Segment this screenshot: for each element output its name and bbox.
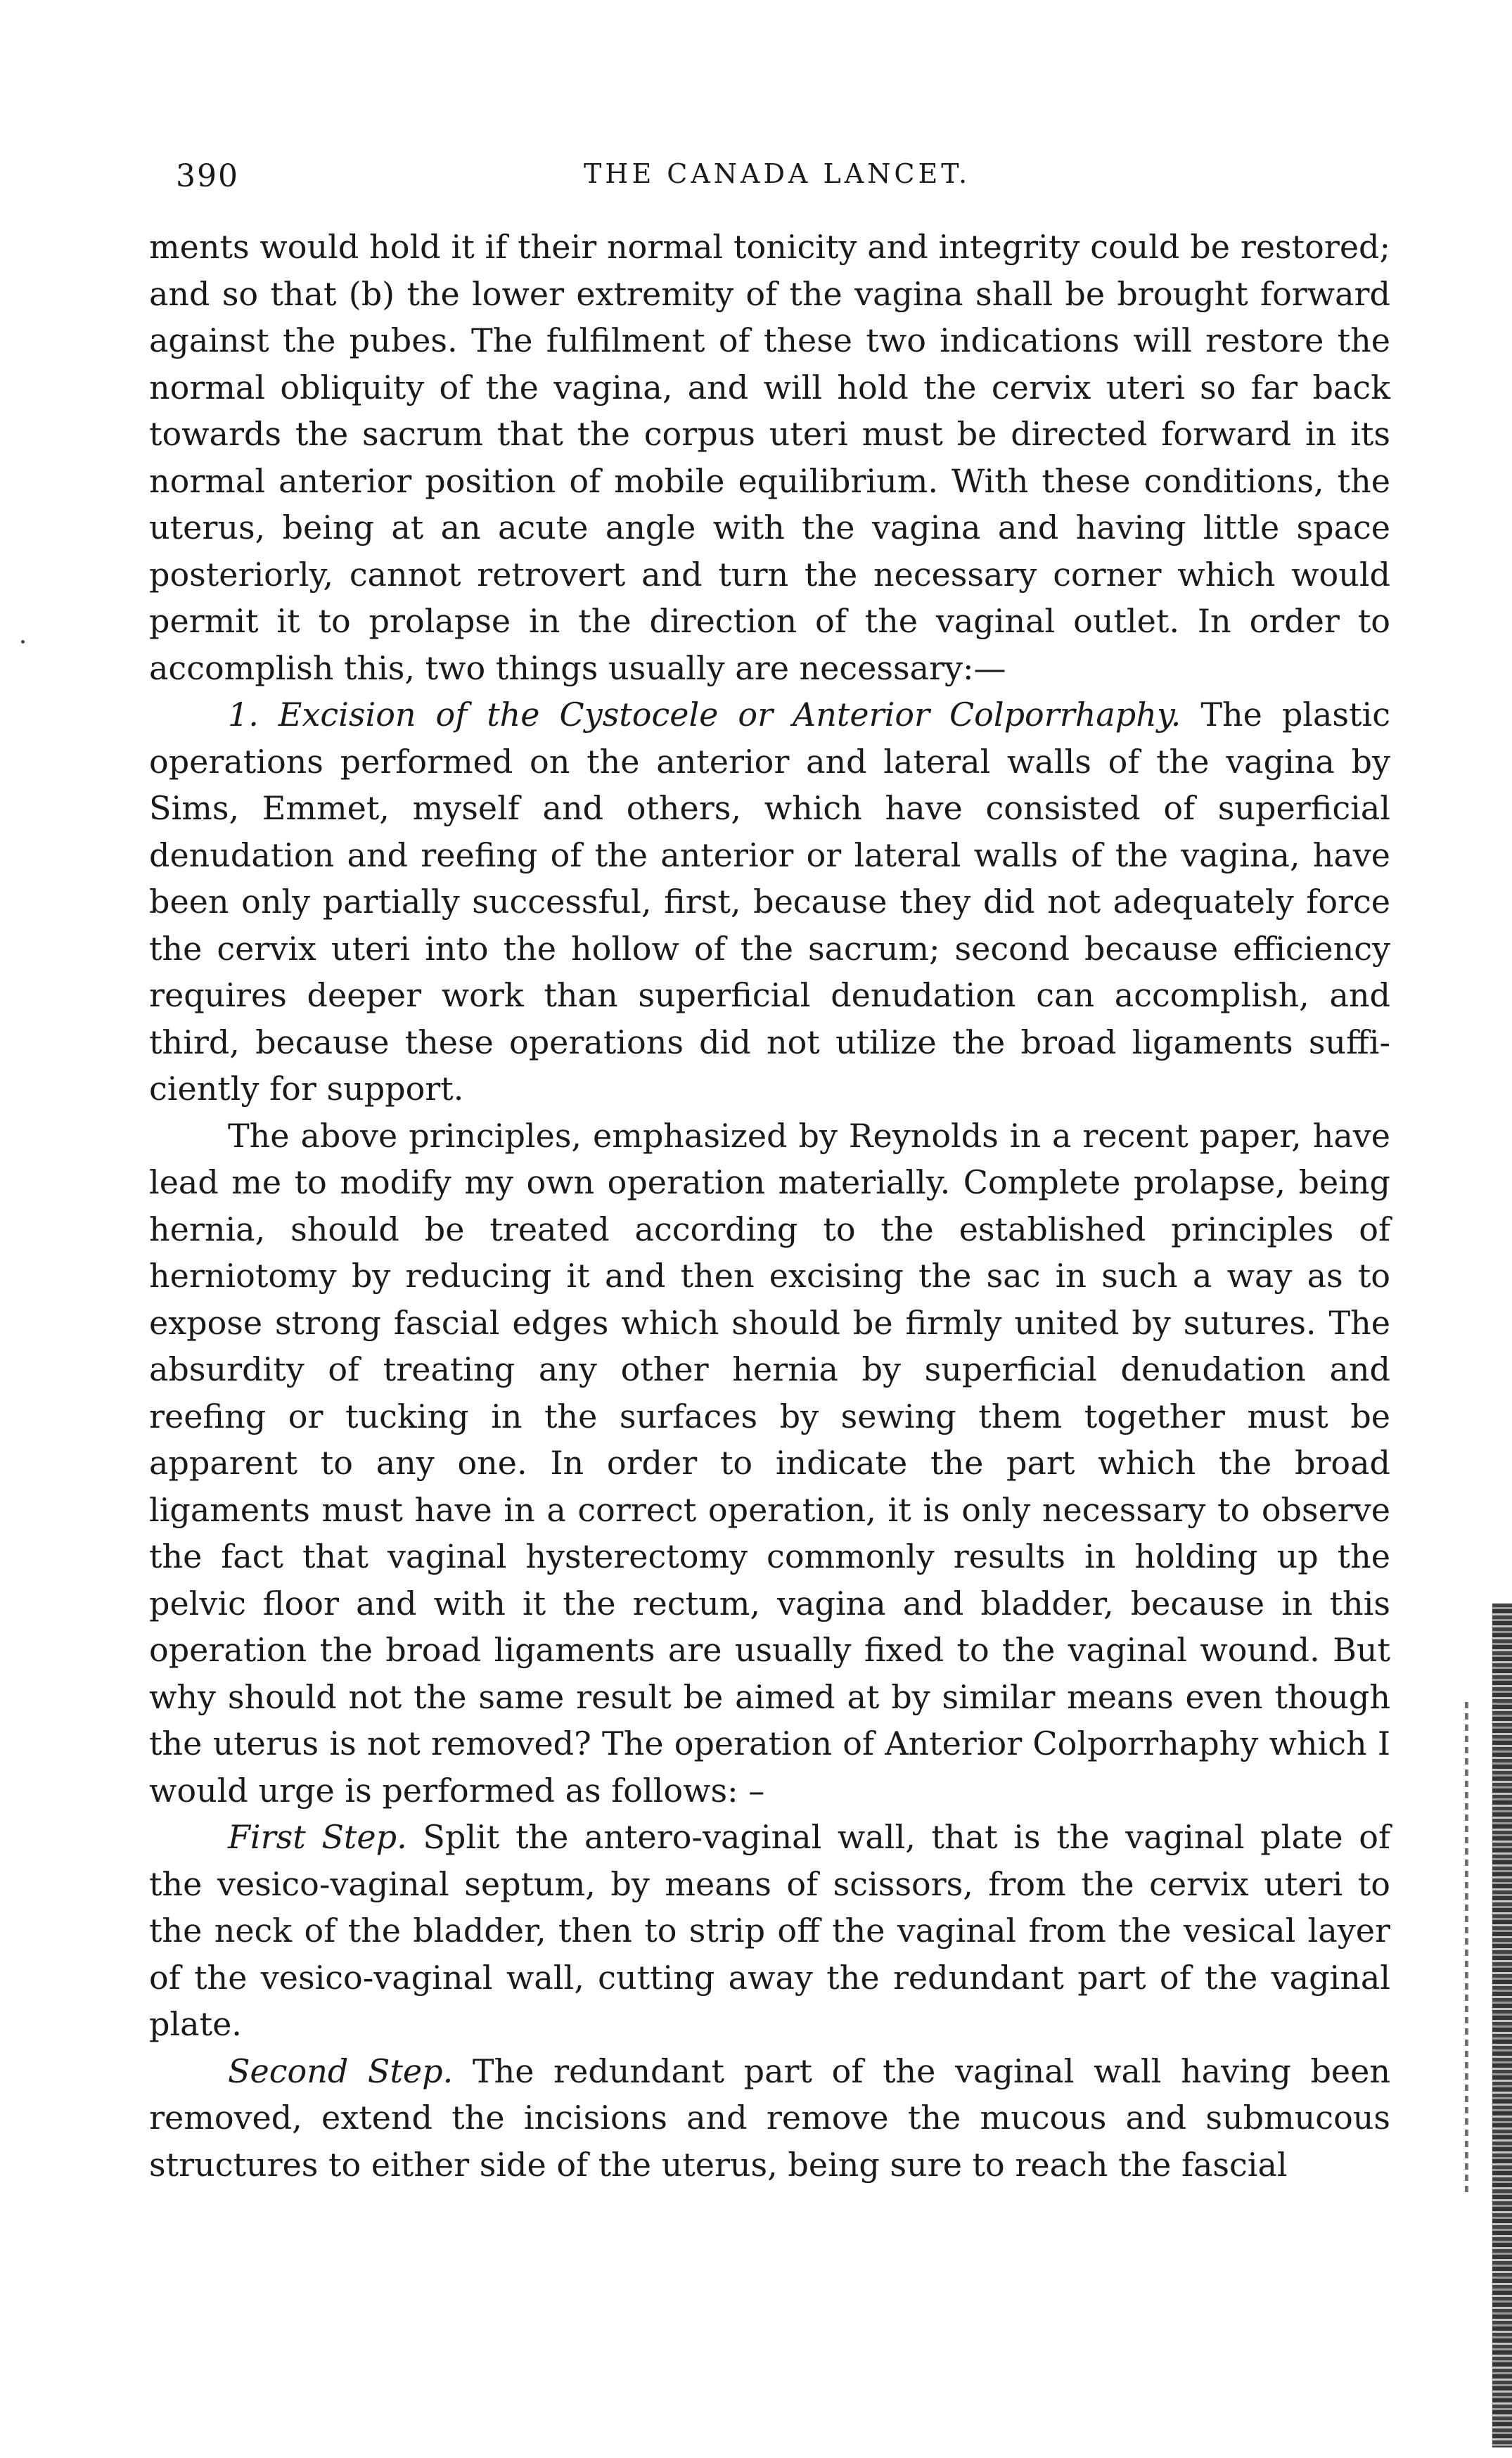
paragraph-text: Split the antero-vaginal wall, that is the vaginal plate of the vesico-vaginal septum, by means of scissors, from the cervix uteri to the neck of the bladder, then to strip off the vaginal from the vesical layer of the vesico-vaginal wall, cutting away the redundant part of the vaginal plate. <box>149 1818 1391 2043</box>
paragraph-principles <box>149 1113 1390 1814</box>
step-heading: Second Step. <box>228 2051 454 2090</box>
paragraph-text: ments would hold it if their normal tonicity and integrity could be restored; and so that (b) the lower extremity of the vagina shall be brought forward against the pubes. The fulfilment of these two indications will restore the normal obliquity of the vagina, and will hold the cervix uteri so far back towards the sacrum that the corpus uteri must be directed forward in its normal anterior position of mobile equilibrium. With these conditions, the uterus, being at an acute angle with the vagina and having little space posteriorly, cannot retrovert and turn the necessary corner which would permit it to prolapse in the direction of the vaginal outlet. In order to accomplish this, two things usually are necessary:— <box>149 228 1390 687</box>
page-number: 390 <box>176 158 239 194</box>
paragraph-continuation <box>149 224 1390 691</box>
scan-artifact-edge-thin <box>1465 1702 1468 2194</box>
paragraph-text: The redundant part of the vaginal wall having been removed, extend the incisions and remove the mucous and submucous structures to either side of the uterus, being sure to reach the fascial <box>149 2051 1390 2184</box>
paragraph-text: The above principles, emphasized by Reynolds in a recent paper, have lead me to modify my own operation materially. Complete prolapse, being hernia, should be treated according to the established principles of herniotomy by reducing it and then excising the sac in such a way as to expose strong fascial edges which should be firmly united by sutures. The absurdity of treating any other hernia by superficial denudation and reefing or tucking in the surfaces by sewing them together must be apparent to any one. In order to indicate the part which the broad ligaments must have in a correct operation, it is only necessary to observe the fact that vaginal hysterectomy commonly results in holding up the pelvic floor and with it the rectum, vagina and bladder, because in this operation the broad ligaments are usually fixed to the vaginal wound. But why should not the same result be aimed at by similar means even though the uterus is not removed? The operation of Anterior Colporrhaphy which I would urge is performed as follows: – <box>149 1116 1390 1810</box>
scan-artifact-dot <box>21 640 25 644</box>
article-body <box>149 224 1390 2188</box>
paragraph-second-step <box>149 2048 1390 2189</box>
scan-artifact-edge <box>1492 1604 1512 2447</box>
paragraph-first-step <box>149 1814 1390 2048</box>
paragraph-excision-cystocele <box>149 691 1390 1113</box>
paragraph-text: The plastic operations performed on the anterior and lateral walls of the vagina by Sims, Emmet, myself and others, which have consisted of superficial denudation and reefing of the anterior or lateral walls of the vagina, have been only partially successful, first, because they did not adequately force the cervix uteri into the hollow of the sacrum; second because efficiency requires deeper work than superficial denudation can accomplish, and third, because these operations did not utilize the broad ligaments sufficiently for support. <box>149 696 1390 1108</box>
step-heading: First Step. <box>228 1818 407 1856</box>
journal-title: THE CANADA LANCET. <box>583 158 971 189</box>
running-head <box>0 158 1512 200</box>
section-heading: 1. Excision of the Cystocele or Anterior Colporrhaphy. <box>228 696 1181 734</box>
